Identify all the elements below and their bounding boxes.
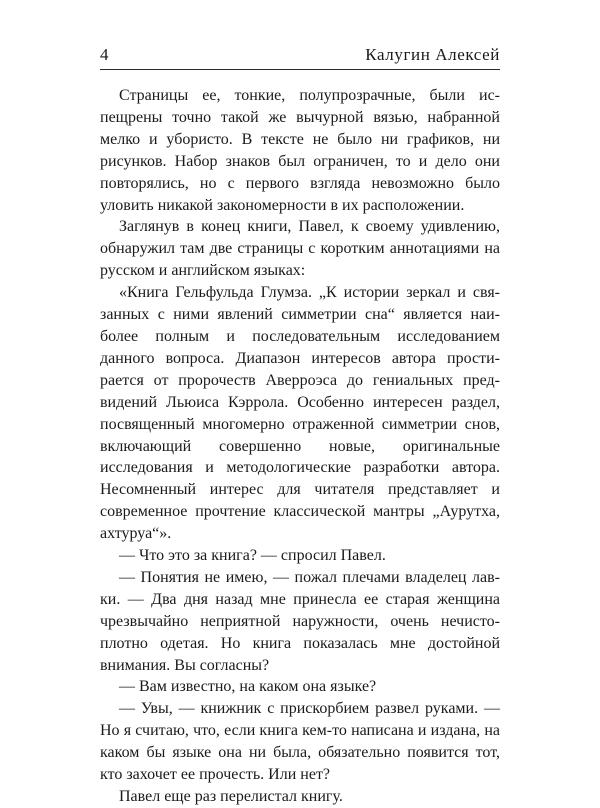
header-rule <box>100 69 500 70</box>
paragraph: — Что это за книга? — спросил Павел. <box>119 547 386 565</box>
page-header <box>100 44 500 66</box>
paragraph: — Понятия не имею, — пожал плечами владелец лавки. — Два дня назад мне принесла ее старая женщина чрезвычайно неприятной наружности, очень нечистоплотно одетая. Но книга показалась мне достойной внимания. Вы согласны? <box>100 568 500 674</box>
paragraph: «Книга Гельфульда Глумза. „К истории зеркал и связанных с ними явлений симметрии сна“ является наиболее полным и последовательным исследованием данного вопроса. Диапазон интересов автора простирается от пророчеств Аверроэса до гениальных предвидений Льюиса Кэррола. Особенно интересен раздел, посвященный многомерно отраженной симметрии снов, включающий совершенно новые, оригинальные исследования и методологические разработки автора. Несомненный интерес для читателя представляет и современное прочтение классической мантры „Аурутха, ахтуруа“». <box>100 284 500 543</box>
paragraph: — Вам известно, на каком она языке? <box>119 678 377 696</box>
page-number: 4 <box>100 45 109 64</box>
body-text <box>100 85 500 808</box>
paragraph: Страницы ее, тонкие, полупрозрачные, были испещрены точно такой же вычурной вязью, набранной мелко и убористо. В тексте не было ни графиков, ни рисунков. Набор знаков был ограничен, то и дело они повторялись, но с первого взгляда невозможно было уловить никакой закономерности в их расположении. <box>100 87 500 214</box>
paragraph: Павел еще раз перелистал книгу. <box>119 788 343 805</box>
paragraph: — Увы, — книжник с прискорбием развел руками. — Но я считаю, что, если книга кем-то написана и издана, на каком бы языке она ни была, обязательно появится тот, кто захочет ее прочесть. Или нет? <box>100 700 500 784</box>
paragraph: Заглянув в конец книги, Павел, к своему удивлению, обнаружил там две страницы с коротким аннотациями на русском и английском языках: <box>100 218 500 280</box>
running-head-author: Калугин Алексей <box>365 45 500 64</box>
